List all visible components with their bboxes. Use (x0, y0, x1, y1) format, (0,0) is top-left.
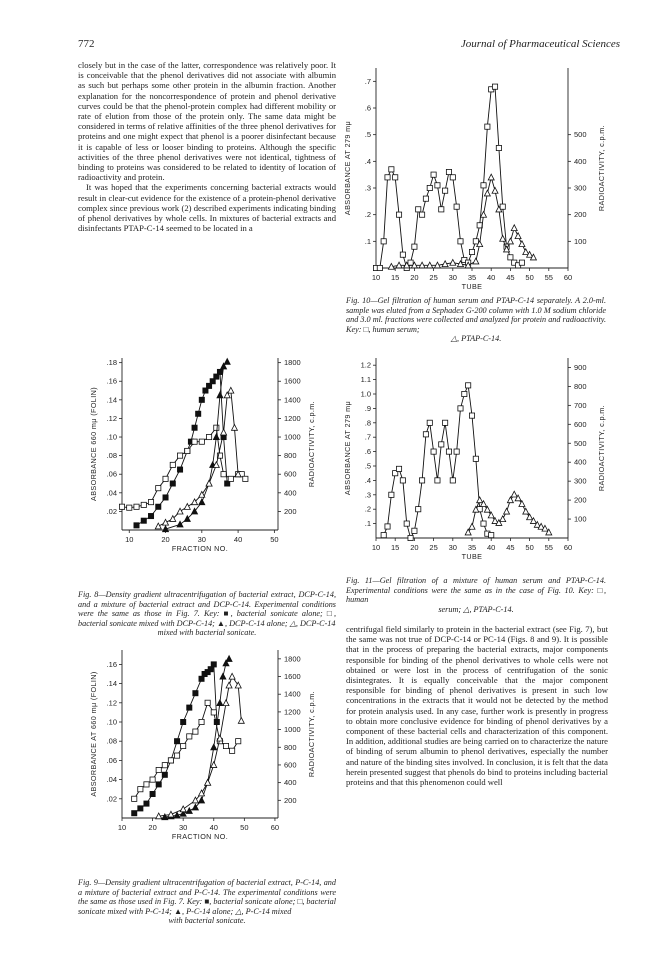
y-tick-label: .18 (106, 358, 117, 368)
x-tick-label: 60 (563, 543, 573, 552)
data-point (174, 739, 179, 744)
left-column-text (78, 60, 336, 233)
x-tick-label: 30 (448, 273, 457, 282)
data-point (213, 434, 219, 440)
data-point (181, 743, 186, 748)
data-point (511, 225, 517, 231)
x-tick-label: 40 (209, 823, 218, 832)
x-tick-label: 50 (240, 823, 249, 832)
data-point (500, 235, 506, 241)
x-tick-label: 40 (487, 273, 496, 282)
paragraph: closely but in the case of the latter, correspondence was relatively poor. It is conceivable that the phenol derivatives did not associate with albumin as such but perhaps some other protein in the albumin fraction. Another explanation for the noncorrespondence of protein and phenol derivative curves could be that the phenol-protein complex had different mobility or rate of elution from those of the protein only. The same data might be considered in terms of relative affinities of the three phenol derivatives for proteins and one might expect that phenol is a poorer disinfectant because it is capable of less or looser binding to proteins. Although the specific activities of the three phenol derivatives were not identical, tightness of binding to proteins was considered to be related to identity of location of radioactivity and protein. (78, 60, 336, 183)
data-point (416, 507, 421, 512)
y-tick-label: .14 (106, 395, 117, 405)
data-point (177, 453, 182, 458)
data-point (148, 500, 153, 505)
y2-tick-label: 1000 (284, 432, 301, 442)
data-point (238, 718, 244, 724)
data-point (519, 260, 524, 265)
data-point (450, 175, 455, 180)
data-point (220, 673, 226, 679)
data-point (381, 533, 386, 538)
data-point (228, 476, 233, 481)
data-point (423, 196, 428, 201)
data-point (217, 369, 222, 374)
y2-tick-label: 1000 (284, 725, 301, 735)
y-tick-label: .2 (364, 504, 371, 514)
data-point (199, 499, 205, 505)
data-point (192, 425, 197, 430)
data-point (504, 508, 510, 514)
y-tick-label: .02 (106, 794, 117, 804)
y-tick-label: .9 (364, 403, 371, 413)
x-tick-label: 25 (429, 273, 438, 282)
data-point (389, 167, 394, 172)
y2-tick-label: 400 (574, 457, 587, 467)
data-point (496, 145, 501, 150)
data-point (132, 796, 137, 801)
data-point (196, 411, 201, 416)
figure-8-caption: Fig. 8—Density gradient ultracentrifugation of bacterial extract, DCP-C-14, and a mixture of bacterial extract and DCP-C-14. Experimental conditions were the same as those in Fig. 7. Key: ■, bacterial sonicate alone; □, bacterial sonicate mixed with DCP-C-14; ▲, DCP-C-14 alone; △, DCP-C-14 mixed with bacterial sonicate. (78, 590, 336, 638)
y-tick-label: .6 (364, 103, 371, 113)
x-tick-label: 10 (371, 543, 381, 552)
y-tick-label: .3 (364, 490, 371, 500)
data-point (377, 265, 382, 270)
x-tick-label: 55 (544, 273, 553, 282)
y-tick-label: .16 (106, 659, 117, 669)
data-point (515, 233, 521, 239)
data-point (400, 478, 405, 483)
data-point (155, 523, 161, 529)
y2-tick-label: 1800 (284, 654, 301, 664)
y-tick-label: 1.2 (360, 360, 371, 370)
x-tick-label: 30 (179, 823, 188, 832)
data-point (389, 492, 394, 497)
data-point (193, 729, 198, 734)
data-point (439, 207, 444, 212)
x-tick-label: 20 (161, 535, 170, 544)
data-point (458, 239, 463, 244)
x-tick-label: 50 (270, 535, 279, 544)
data-point (385, 524, 390, 529)
x-tick-label: 45 (506, 273, 515, 282)
y-axis-label: ABSORBANCE AT 279 mμ (343, 120, 352, 216)
y-tick-label: .02 (106, 506, 117, 516)
y-tick-label: .08 (106, 736, 117, 746)
y2-tick-label: 200 (574, 495, 587, 505)
data-point (419, 478, 424, 483)
y2-tick-label: 400 (284, 488, 297, 498)
y2-tick-label: 1200 (284, 413, 301, 423)
series-line (122, 428, 245, 508)
data-point (230, 748, 235, 753)
y-tick-label: .04 (106, 775, 117, 785)
y2-tick-label: 1400 (284, 689, 301, 699)
data-point (381, 239, 386, 244)
y-axis-label: ABSORBANCE AT 279 mμ (343, 400, 352, 496)
data-point (469, 413, 474, 418)
data-point (224, 359, 230, 365)
data-point (163, 476, 168, 481)
y-tick-label: .12 (106, 413, 117, 423)
y2-tick-label: 800 (284, 451, 297, 461)
data-point (132, 811, 137, 816)
data-point (477, 497, 483, 503)
data-point (141, 502, 146, 507)
data-point (243, 476, 248, 481)
y2-tick-label: 500 (574, 130, 587, 140)
y2-axis-label: RADIOACTIVITY, c.p.m. (307, 690, 316, 778)
y2-tick-label: 200 (284, 506, 297, 516)
data-point (500, 516, 506, 522)
y-tick-label: .1 (364, 236, 371, 246)
data-point (187, 705, 192, 710)
data-point (431, 172, 436, 177)
data-point (488, 174, 494, 180)
x-tick-label: 40 (487, 543, 496, 552)
y2-tick-label: 700 (574, 400, 587, 410)
data-point (481, 521, 486, 526)
data-point (462, 391, 467, 396)
data-point (170, 462, 175, 467)
data-point (481, 211, 487, 217)
data-point (454, 449, 459, 454)
x-tick-label: 10 (117, 823, 127, 832)
data-point (412, 528, 417, 533)
data-point (458, 406, 463, 411)
data-point (450, 478, 455, 483)
y-tick-label: .4 (364, 156, 371, 166)
data-point (185, 448, 190, 453)
x-tick-label: 25 (429, 543, 438, 552)
data-point (473, 258, 479, 264)
data-point (408, 535, 413, 540)
y-tick-label: .4 (364, 475, 371, 485)
data-point (511, 491, 517, 497)
data-point (446, 169, 451, 174)
y2-axis-label: RADIOACTIVITY, c.p.m. (307, 400, 316, 488)
y2-axis-label: RADIOACTIVITY, c.p.m. (597, 124, 606, 212)
data-point (443, 188, 448, 193)
y2-tick-label: 400 (284, 778, 297, 788)
figure-11-chart (338, 352, 618, 580)
data-point (156, 504, 161, 509)
right-column-text (346, 624, 608, 787)
data-point (162, 772, 167, 777)
data-point (217, 735, 223, 741)
data-point (163, 519, 169, 525)
y2-tick-label: 1600 (284, 672, 301, 682)
y-tick-label: .7 (364, 432, 371, 442)
y-tick-label: .14 (106, 679, 117, 689)
y2-tick-label: 300 (574, 183, 587, 193)
y-axis-label: ABSORBANCE 660 mμ (FOLIN) (89, 387, 98, 501)
x-tick-label: 20 (410, 273, 419, 282)
data-point (454, 204, 459, 209)
data-point (221, 472, 226, 477)
data-point (236, 739, 241, 744)
data-point (500, 204, 505, 209)
y-tick-label: .04 (106, 488, 117, 498)
data-point (427, 420, 432, 425)
x-tick-label: 30 (448, 543, 457, 552)
data-point (156, 486, 161, 491)
y-tick-label: .6 (364, 447, 371, 457)
data-point (206, 434, 211, 439)
figure-11-caption: Fig. 11—Gel filtration of a mixture of human serum and PTAP-C-14. Experimental conditions were the same as in the case of Fig. 10. Key: □, human serum; △, PTAP-C-14. (346, 576, 606, 614)
data-point (396, 466, 401, 471)
data-point (443, 420, 448, 425)
figure-10-caption: Fig. 10—Gel filtration of human serum and PTAP-C-14 separately. A 2.0-ml. sample was eluted from a Sephadex G-200 column with 1.0 M sodium chloride and 3.0 ml. fractions were collected and analyzed for protein and radioactivity. Key: □, human serum; △, PTAP-C-14. (346, 296, 606, 344)
y2-tick-label: 800 (284, 742, 297, 752)
data-point (404, 521, 409, 526)
y2-tick-label: 600 (284, 760, 297, 770)
data-point (492, 84, 497, 89)
data-point (205, 700, 210, 705)
x-tick-label: 15 (391, 273, 400, 282)
data-point (199, 719, 204, 724)
paragraph: It was hoped that the experiments concerning bacterial extracts would result in clear-cut evidence for the existence of a protein-phenol derivative complex since previous work (2) described experiments indicating binding of phenol derivatives by whole cells. In mixtures of bacterial extracts and disinfectants PTAP-C-14 seemed to be located in a (78, 182, 336, 234)
y-axis-label: ABSORBANCE AT 660 mμ (FOLIN) (89, 671, 98, 797)
data-point (228, 387, 234, 393)
data-point (485, 124, 490, 129)
data-point (150, 777, 155, 782)
data-point (435, 478, 440, 483)
data-point (199, 491, 205, 497)
journal-title: Journal of Pharmaceutical Sciences (460, 38, 620, 50)
data-point (226, 682, 232, 688)
data-point (138, 787, 143, 792)
data-point (138, 806, 143, 811)
data-point (186, 808, 192, 814)
data-point (416, 207, 421, 212)
data-point (177, 508, 183, 514)
data-point (223, 743, 228, 748)
data-point (229, 673, 235, 679)
x-tick-label: 60 (270, 823, 280, 832)
y-tick-label: .1 (364, 519, 371, 529)
x-tick-label: 55 (544, 543, 553, 552)
y-tick-label: .10 (106, 717, 117, 727)
figure-9-caption: Fig. 9—Density gradient ultracentrifugation of bacterial extract, P-C-14, and a mixture of bacterial extract and P-C-14. The experimental conditions were the same as those used in Fig. 7. Key: ■, bacterial sonicate alone; □, bacterial sonicate mixed with P-C-14; ▲, P-C-14 alone; △, P-C-14 mixed with bacterial sonicate. (78, 878, 336, 926)
data-point (141, 518, 146, 523)
y2-tick-label: 1400 (284, 395, 301, 405)
data-point (168, 758, 173, 763)
x-tick-label: 35 (467, 273, 477, 282)
data-point (150, 791, 155, 796)
x-tick-label: 50 (525, 543, 534, 552)
data-point (519, 241, 525, 247)
paragraph: centrifugal field similarly to protein in the bacterial extract (see Fig. 7), but the same was not true of DCP-C-14 or PC-14 (Figs. 8 and 9). It is possible that in the process of preparing the bacterial extracts, major components responsible for binding of the phenol derivatives to whole cells were not obtained or were lost in the process of centrifugation of the sonic disintegrates. It is equally conceivable that the major component responsible for binding of phenol derivatives is present in such low concentrations in the extracts that it would not be detected by the method for protein analysis used. In any case, further work is presently in progress to obtain more conclusive evidence for binding of phenol derivatives by a component of these bacterial cells and characterization of this component. In addition, additional studies are being carried on to characterize the nature of binding of serum albumin to phenol derivatives, especially the number and nature of the binding sites involved. In conclusion, it is felt that the data herein presented suggest that phenols do bind to proteins including bacterial proteins and that this phenomenon could well (346, 624, 608, 788)
data-point (473, 456, 478, 461)
data-point (211, 744, 217, 750)
data-point (127, 505, 132, 510)
data-point (199, 797, 205, 803)
x-tick-label: 40 (233, 535, 243, 544)
data-point (199, 397, 204, 402)
data-point (507, 238, 513, 244)
y2-tick-label: 900 (574, 362, 587, 372)
data-point (400, 252, 405, 257)
y2-axis-label: RADIOACTIVITY, c.p.m. (597, 404, 606, 492)
data-point (489, 533, 494, 538)
data-point (134, 523, 139, 528)
data-point (217, 392, 223, 398)
y2-tick-label: 500 (574, 438, 587, 448)
data-point (223, 700, 229, 706)
y2-tick-label: 200 (574, 210, 587, 220)
x-tick-label: 45 (506, 543, 515, 552)
y2-tick-label: 400 (574, 156, 587, 166)
data-point (193, 691, 198, 696)
data-point (144, 782, 149, 787)
x-tick-label: 15 (391, 543, 400, 552)
y2-tick-label: 100 (574, 514, 587, 524)
x-tick-label: 10 (371, 273, 381, 282)
data-point (162, 763, 167, 768)
x-tick-label: 20 (410, 543, 419, 552)
data-point (466, 383, 471, 388)
data-point (148, 513, 153, 518)
x-tick-label: 35 (467, 543, 477, 552)
data-point (231, 425, 237, 431)
data-point (211, 762, 217, 768)
data-point (412, 244, 417, 249)
data-point (211, 710, 216, 715)
data-point (226, 656, 232, 662)
data-point (181, 719, 186, 724)
data-point (492, 187, 498, 193)
x-tick-label: 30 (197, 535, 206, 544)
data-point (119, 504, 124, 509)
data-point (396, 212, 401, 217)
y2-tick-label: 800 (574, 381, 587, 391)
y-tick-label: .3 (364, 183, 371, 193)
data-point (446, 449, 451, 454)
x-axis-label: FRACTION NO. (171, 544, 229, 553)
figure-8-chart (78, 352, 348, 592)
data-point (177, 521, 183, 527)
y2-tick-label: 1600 (284, 376, 301, 386)
data-point (168, 811, 174, 817)
y-tick-label: .2 (364, 210, 371, 220)
y2-tick-label: 200 (284, 795, 297, 805)
data-point (199, 439, 204, 444)
data-point (435, 183, 440, 188)
x-axis-label: TUBE (461, 552, 483, 561)
data-point (484, 190, 490, 196)
data-point (481, 183, 486, 188)
data-point (408, 260, 413, 265)
y-tick-label: .12 (106, 698, 117, 708)
y-tick-label: .10 (106, 432, 117, 442)
data-point (469, 523, 475, 529)
data-point (469, 249, 474, 254)
data-point (427, 185, 432, 190)
y2-tick-label: 600 (284, 469, 297, 479)
figure-10-chart (338, 62, 618, 298)
y-tick-label: .06 (106, 469, 117, 479)
x-tick-label: 10 (125, 535, 134, 544)
data-point (156, 767, 161, 772)
data-point (393, 175, 398, 180)
y-tick-label: 1.0 (360, 389, 371, 399)
data-point (523, 508, 529, 514)
y2-tick-label: 1200 (284, 707, 301, 717)
data-point (206, 480, 212, 486)
data-point (180, 806, 186, 812)
y2-tick-label: 300 (574, 476, 587, 486)
y-tick-label: 1.1 (360, 375, 371, 385)
x-tick-label: 20 (148, 823, 157, 832)
data-point (473, 239, 478, 244)
data-point (423, 432, 428, 437)
data-point (174, 753, 179, 758)
series-line (134, 703, 238, 799)
page-number: 772 (78, 38, 95, 50)
y-tick-label: .8 (364, 418, 371, 428)
data-point (144, 801, 149, 806)
data-point (187, 734, 192, 739)
x-axis-label: FRACTION NO. (171, 832, 229, 841)
data-point (508, 255, 513, 260)
y-tick-label: .08 (106, 451, 117, 461)
data-point (439, 442, 444, 447)
y2-tick-label: 1800 (284, 358, 301, 368)
data-point (431, 449, 436, 454)
data-point (523, 249, 529, 255)
y2-tick-label: 100 (574, 236, 587, 246)
x-tick-label: 60 (563, 273, 573, 282)
y-tick-label: .7 (364, 76, 371, 86)
data-point (156, 782, 161, 787)
data-point (221, 429, 227, 435)
data-point (170, 481, 175, 486)
y-tick-label: .5 (364, 130, 371, 140)
data-point (163, 495, 168, 500)
data-point (217, 700, 223, 706)
data-point (192, 439, 197, 444)
data-point (385, 175, 390, 180)
data-point (134, 504, 139, 509)
x-axis-label: TUBE (461, 282, 483, 291)
data-point (184, 504, 190, 510)
y-tick-label: .16 (106, 376, 117, 386)
y-tick-label: .06 (106, 755, 117, 765)
figure-9-chart (78, 640, 348, 880)
data-point (419, 212, 424, 217)
y2-tick-label: 600 (574, 419, 587, 429)
x-tick-label: 50 (525, 273, 534, 282)
data-point (205, 779, 211, 785)
y-tick-label: .5 (364, 461, 371, 471)
data-point (177, 467, 182, 472)
data-point (214, 425, 219, 430)
data-point (450, 259, 456, 265)
data-point (211, 662, 216, 667)
